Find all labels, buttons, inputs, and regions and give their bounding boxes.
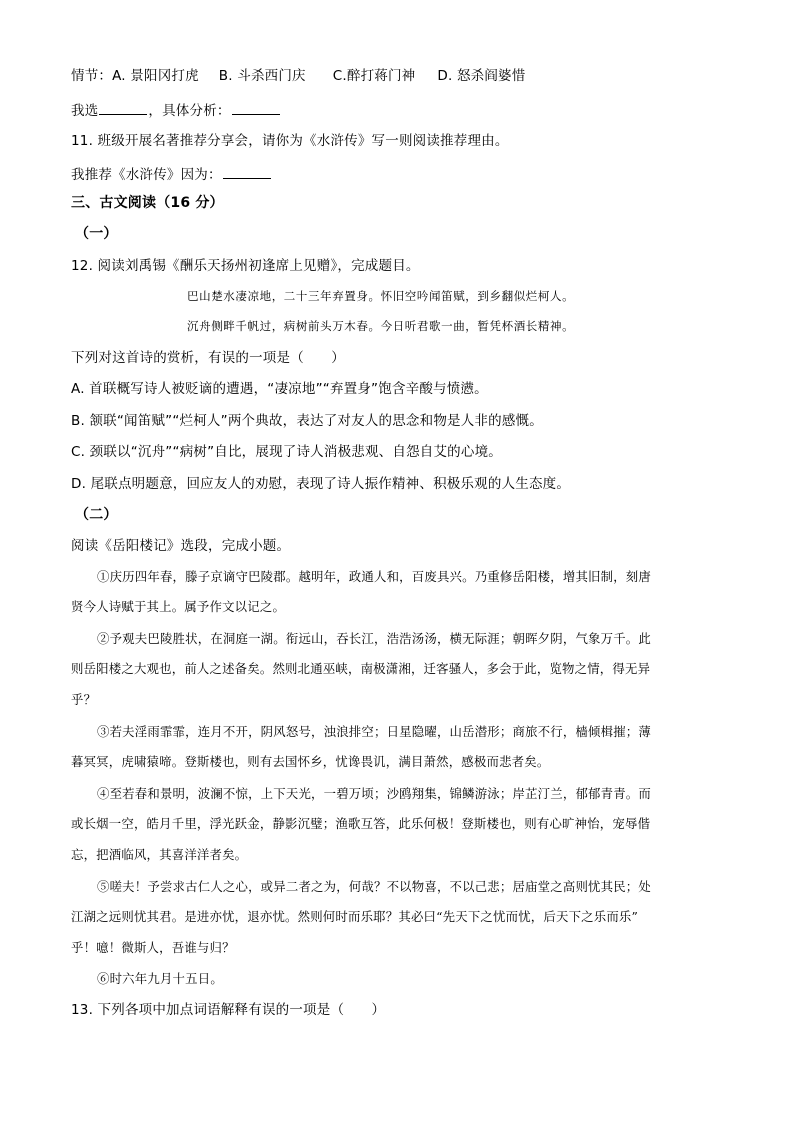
poem-line-2: 沉舟侧畔千帆过，病树前头万木春。今日听君歌一曲，暂凭杯酒长精神。 [187, 319, 575, 333]
q12-choice-b: B. 颔联“闻笛赋”“烂柯人”两个典故，表达了对友人的思念和物是人非的感慨。 [71, 413, 543, 429]
option-d: D. 怒杀阎婆惜 [437, 68, 526, 84]
passage-line: 贤今人诗赋于其上。属予作文以记之。 [71, 599, 286, 614]
q11-answer-line [71, 164, 272, 184]
passage-line: 江湖之远则忧其君。是进亦忧，退亦忧。然则何时而乐耶？其必曰“先天下之忧而忧，后天下之乐而乐” [71, 909, 639, 924]
q11-answer-prefix: 我推荐《水浒传》因为： [71, 167, 222, 183]
option-b: B. 斗杀西门庆 [218, 68, 306, 84]
passage-line: 则岳阳楼之大观也，前人之述备矣。然则北通巫峡，南极潇湘，迁客骚人，多会于此，览物之情，得无异 [71, 661, 651, 676]
analysis-blank[interactable] [232, 100, 280, 115]
passage-line: ①庆历四年春，滕子京谪守巴陵郡。越明年，政通人和，百废具兴。乃重修岳阳楼，增其旧制，刻唐 [97, 569, 651, 584]
passage-line: 乎！噫！微斯人，吾谁与归？ [71, 940, 235, 955]
passage-line: ⑤嗟夫！予尝求古仁人之心，或异二者之为，何哉？不以物喜，不以己悲；居庙堂之高则忧其民；处 [97, 879, 651, 894]
q12-choice-c: C. 颈联以“沉舟”“病树”自比，展现了诗人消极悲观、自怨自艾的心境。 [71, 444, 502, 460]
option-c: C.醉打蒋门神 [332, 68, 416, 84]
option-a: A. 景阳冈打虎 [112, 68, 199, 84]
plots-label: 情节： [71, 68, 113, 84]
passage-line: ②予观夫巴陵胜状，在洞庭一湖。衔远山，吞长江，浩浩汤汤，横无际涯；朝晖夕阴，气象万千。此 [97, 631, 651, 646]
q10-choose-line [71, 100, 281, 120]
passage-line: 暮冥冥，虎啸猿啼。登斯楼也，则有去国怀乡，忧谗畏讥，满目萧然，感极而悲者矣。 [71, 754, 550, 769]
q13-prompt: 13. 下列各项中加点词语解释有误的一项是（ ） [71, 1002, 386, 1018]
passage-line: 乎？ [71, 692, 97, 707]
poem-line-1: 巴山楚水凄凉地，二十三年弃置身。怀旧空吟闻笛赋，到乡翻似烂柯人。 [187, 289, 575, 303]
q11-answer-blank[interactable] [223, 164, 271, 179]
passage-line: 忘，把酒临风，其喜洋洋者矣。 [71, 847, 248, 862]
q10-plot-options [71, 67, 525, 85]
passage-intro: 阅读《岳阳楼记》选段，完成小题。 [71, 538, 291, 554]
q11-prompt: 11. 班级开展名著推荐分享会，请你为《水浒传》写一则阅读推荐理由。 [71, 133, 509, 149]
section-title: 三、古文阅读（16 分） [71, 195, 224, 211]
choose-suffix: ，具体分析： [148, 103, 231, 119]
passage-line: ⑥时六年九月十五日。 [97, 971, 223, 986]
choice-blank[interactable] [99, 100, 147, 115]
part-one-label: （一） [75, 226, 118, 242]
choose-prefix: 我选 [71, 103, 99, 119]
q12-question: 下列对这首诗的赏析，有误的一项是（ ） [71, 350, 345, 366]
passage-line: ③若夫淫雨霏霏，连月不开，阴风怒号，浊浪排空；日星隐曜，山岳潜形；商旅不行，樯倾楫摧；薄 [97, 724, 651, 739]
q12-prompt: 12. 阅读刘禹锡《酬乐天扬州初逢席上见赠》，完成题目。 [71, 258, 420, 274]
q12-choice-d: D. 尾联点明题意，回应友人的劝慰，表现了诗人振作精神、积极乐观的人生态度。 [71, 476, 571, 492]
passage-line: ④至若春和景明，波澜不惊，上下天光，一碧万顷；沙鸥翔集，锦鳞游泳；岸芷汀兰，郁郁青青。而 [97, 786, 651, 801]
q12-choice-a: A. 首联概写诗人被贬谪的遭遇，“凄凉地”“弃置身”饱含辛酸与愤懑。 [71, 381, 488, 397]
passage-line: 或长烟一空，皓月千里，浮光跃金，静影沉璧；渔歌互答，此乐何极！登斯楼也，则有心旷神怡，宠辱偕 [71, 816, 651, 831]
part-two-label: （二） [75, 507, 118, 523]
